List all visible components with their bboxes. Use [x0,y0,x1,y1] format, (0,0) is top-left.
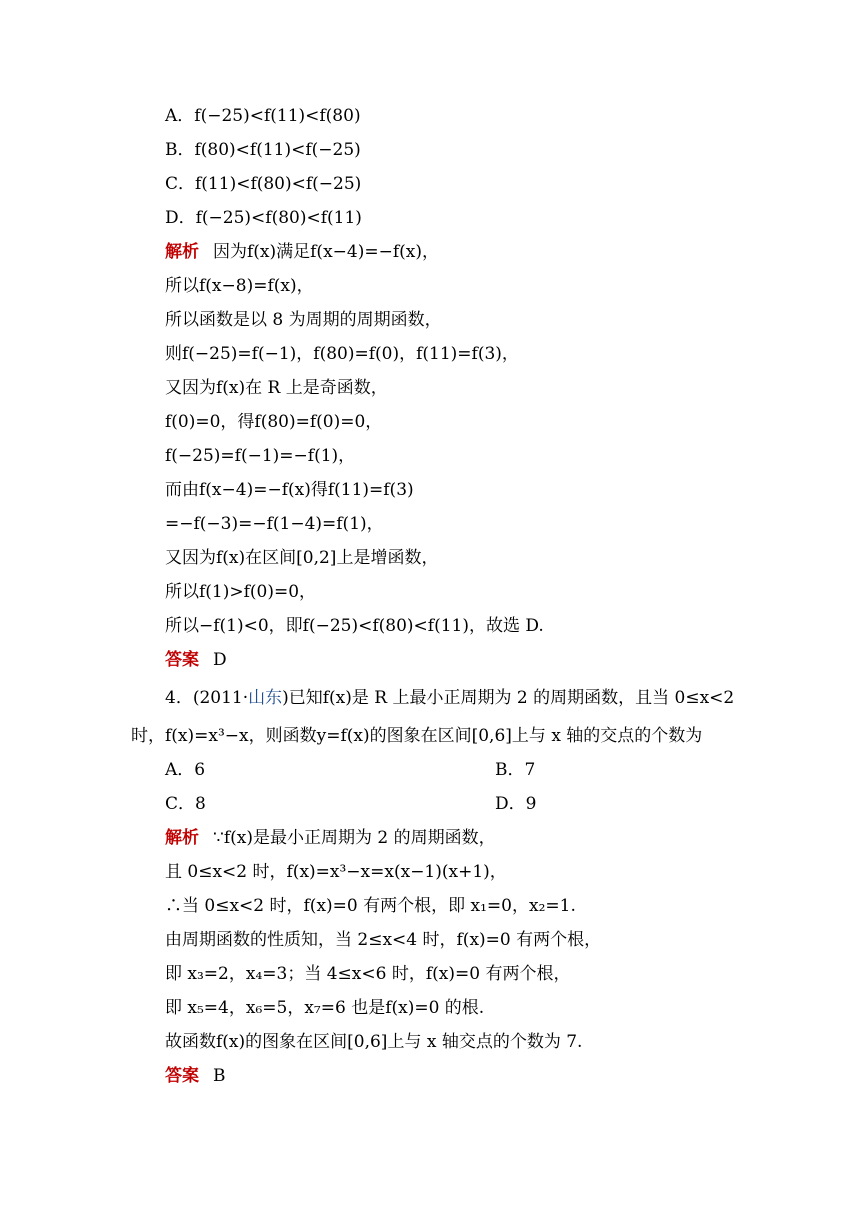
q3-solution-line-10: 又因为f(x)在区间[0,2]上是增函数， [165,548,439,568]
q4-solution-line-4: 由周期函数的性质知，当 2≤x<4 时，f(x)=0 有两个根， [165,930,602,950]
q4-solution-line-6: 即 x₅=4，x₆=5，x₇=6 也是f(x)=0 的根. [165,998,485,1018]
q3-option-d: D．f(−25)<f(80)<f(11) [165,208,362,228]
q3-solution-line-11: 所以f(1)>f(0)=0， [165,582,317,602]
q4-solution-line-2: 且 0≤x<2 时，f(x)=x³−x=x(x−1)(x+1)， [165,862,507,882]
q3-option-b: B．f(80)<f(11)<f(−25) [165,140,361,160]
q4-solution-line-1: 解析 ∵f(x)是最小正周期为 2 的周期函数， [165,828,496,848]
q4-option-b: B．7 [495,760,536,780]
q4-solution-line-7: 故函数f(x)的图象在区间[0,6]上与 x 轴交点的个数为 7. [165,1032,583,1052]
q4-option-d: D．9 [495,794,537,814]
q4-solution-line-5: 即 x₃=2，x₄=3；当 4≤x<6 时，f(x)=0 有两个根， [165,964,571,984]
q3-solution-line-2: 所以f(x−8)=f(x)， [165,276,314,296]
q4-stem-line-2: 时，f(x)=x³−x，则函数y=f(x)的图象在区间[0,6]上与 x 轴的交点的个数为 [131,726,703,746]
q3-option-c: C．f(11)<f(80)<f(−25) [165,174,362,194]
q4-answer [165,1064,226,1088]
q4-solution-line-3: ∴当 0≤x<2 时，f(x)=0 有两个根，即 x₁=0，x₂=1. [165,896,576,916]
q3-solution-line-9: =−f(−3)=−f(1−4)=f(1)， [165,514,384,534]
answer-value: D [213,650,227,670]
q4-option-c: C．8 [165,794,206,814]
source-label: 山东 [248,688,283,708]
answer-label: 答案 [165,650,199,670]
q4-option-a: A．6 [165,760,206,780]
q3-solution-line-6: f(0)=0，得f(80)=f(0)=0， [165,412,383,432]
q3-solution-line-8: 而由f(x−4)=−f(x)得f(11)=f(3) [165,480,414,500]
solution-label: 解析 [165,828,199,848]
q3-solution-line-4: 则f(−25)=f(−1)，f(80)=f(0)，f(11)=f(3)， [165,344,519,364]
q4-stem-line-1: 4．(2011·山东)已知f(x)是 R 上最小正周期为 2 的周期函数，且当 0≤x<2 [165,688,735,708]
q3-solution-line-3: 所以函数是以 8 为周期的周期函数， [165,310,442,330]
q3-solution-line-12: 所以−f(1)<0，即f(−25)<f(80)<f(11)，故选 D. [165,616,544,636]
answer-value: B [213,1066,226,1086]
q3-solution-line-5: 又因为f(x)在 R 上是奇函数， [165,378,388,398]
answer-label: 答案 [165,1066,199,1086]
q3-solution-line-7: f(−25)=f(−1)=−f(1)， [165,446,356,466]
q3-solution-line-1: 解析 因为f(x)满足f(x−4)=−f(x)， [165,242,439,262]
q3-option-a: A．f(−25)<f(11)<f(80) [165,106,361,126]
solution-label: 解析 [165,242,199,262]
q3-answer [165,648,227,672]
